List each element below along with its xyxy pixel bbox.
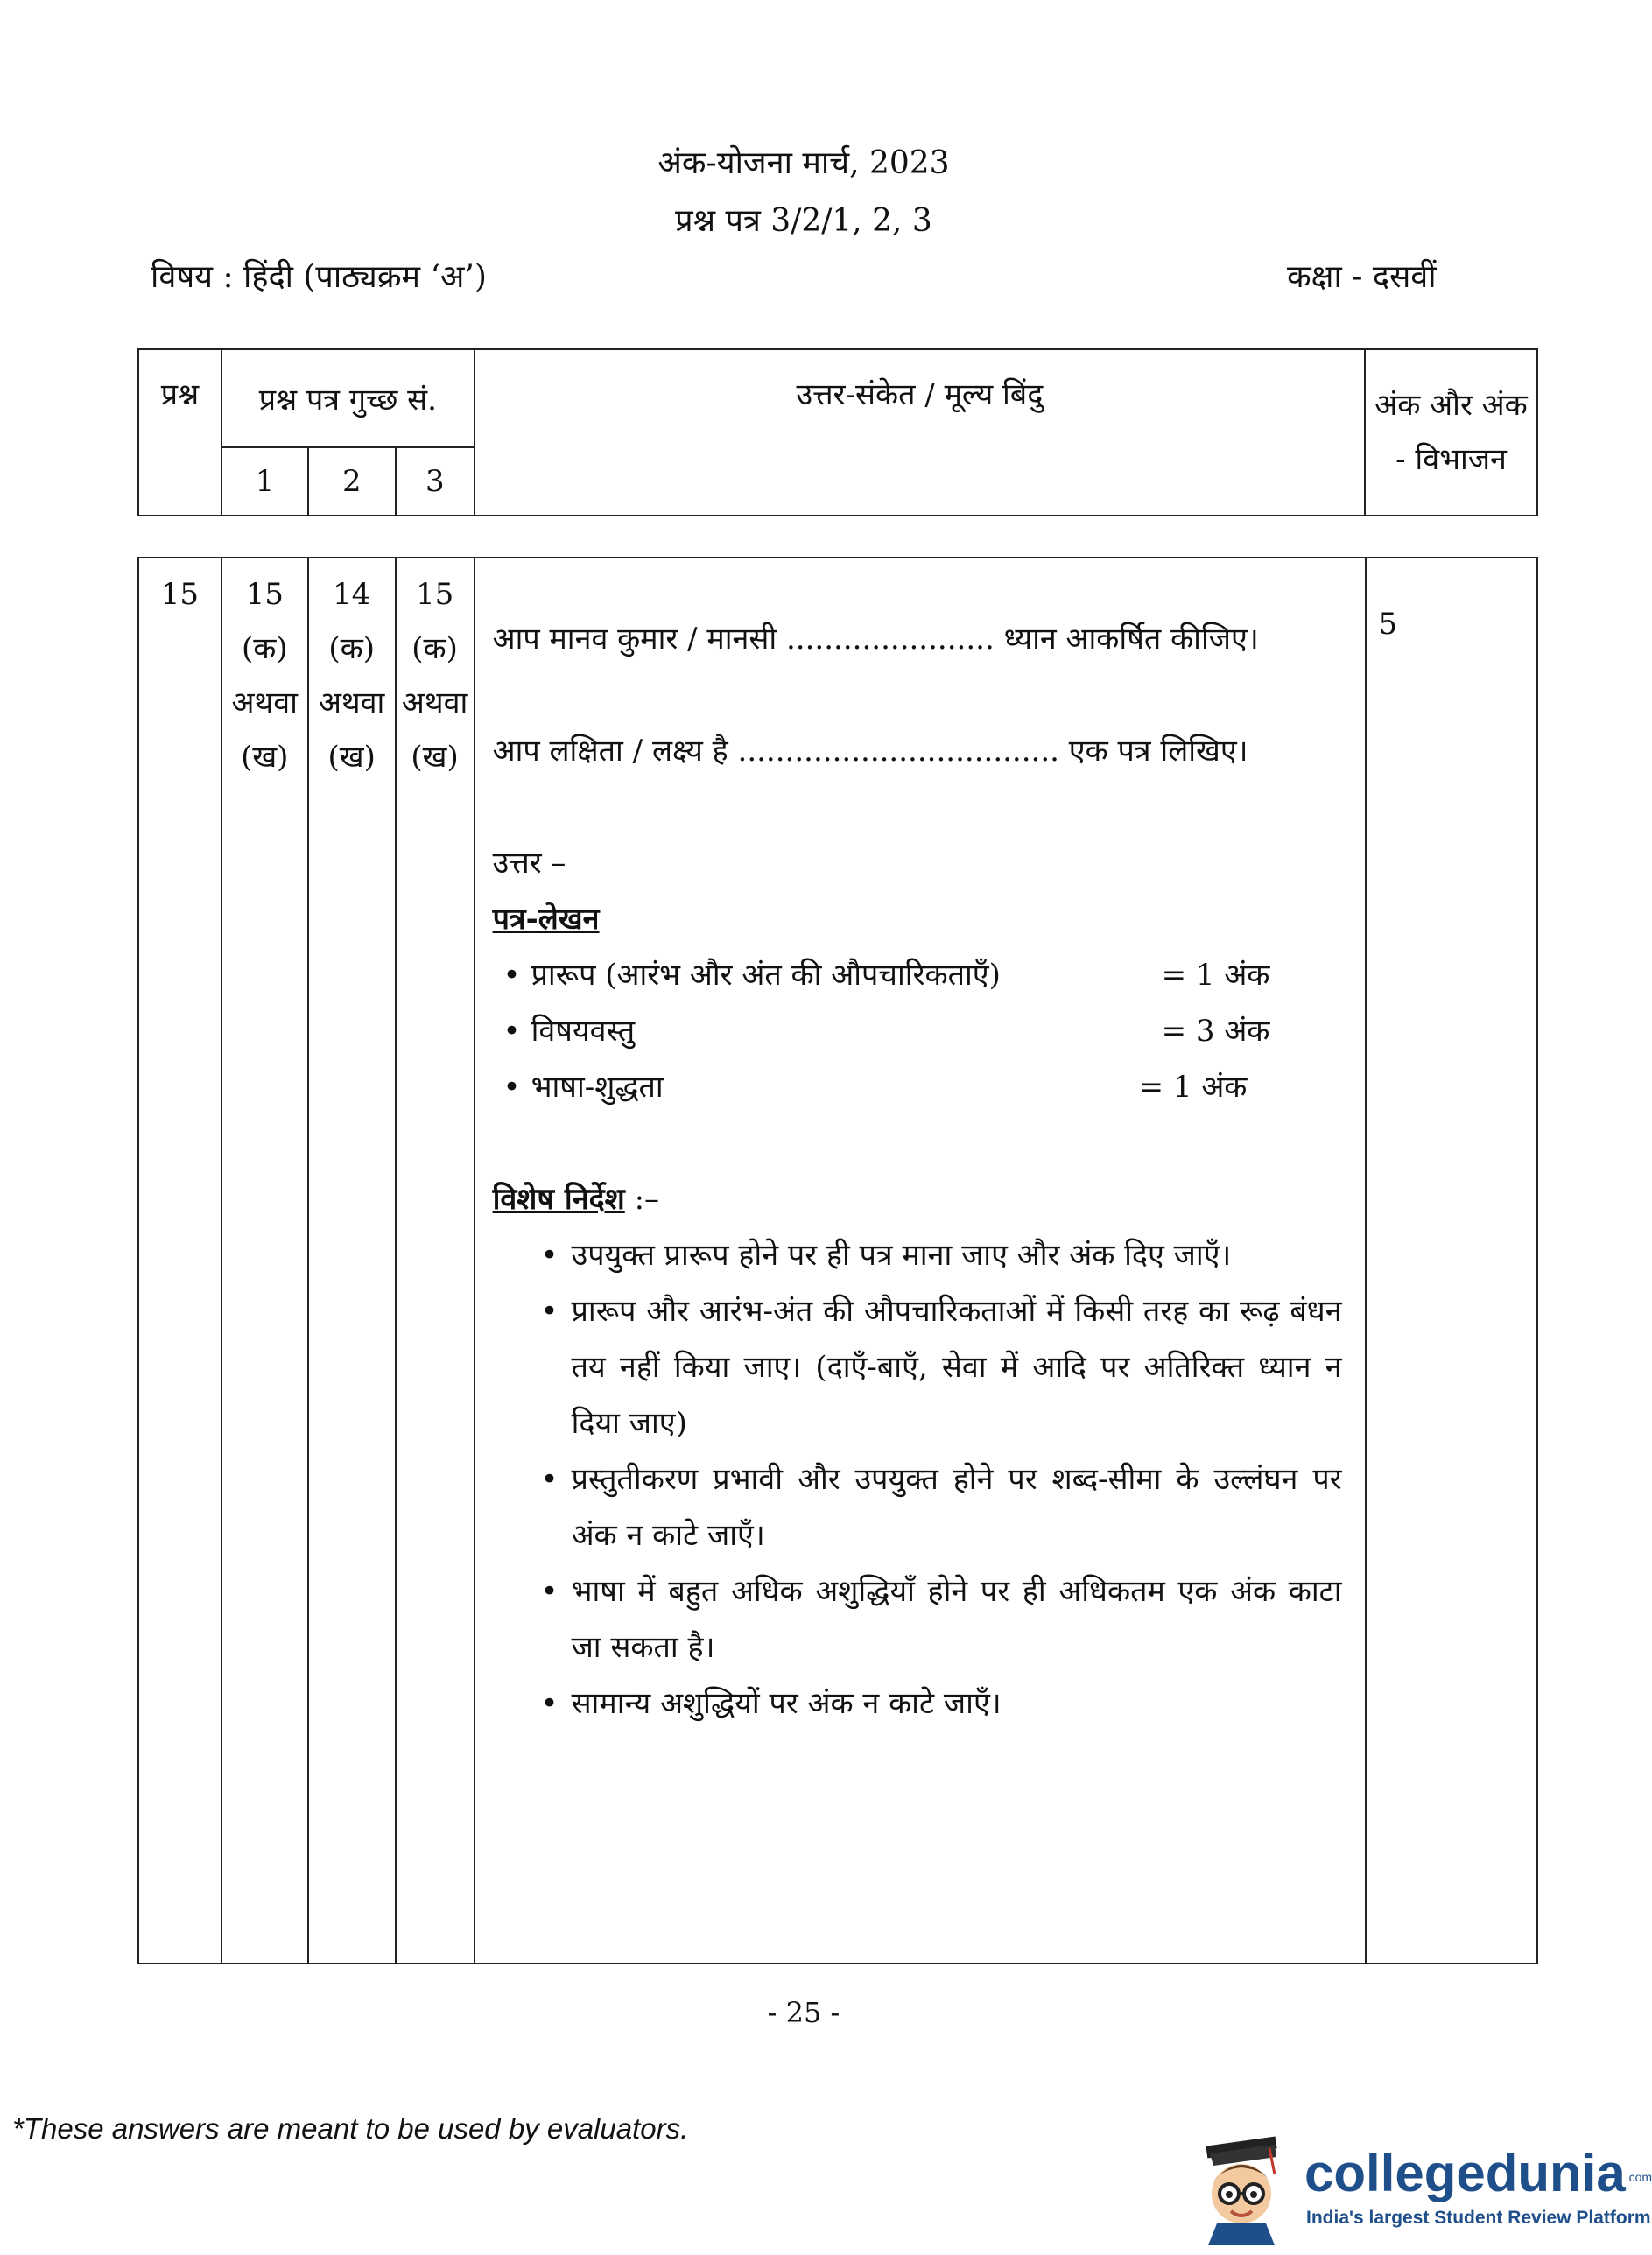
note-item: • उपयुक्त प्रारूप होने पर ही पत्र माना जाए और अंक दिए जाएँ।	[540, 1238, 1232, 1273]
note-item: • सामान्य अशुद्धियों पर अंक न काटे जाएँ।	[540, 1686, 1002, 1721]
answer-cell	[475, 558, 1366, 1963]
section-title: पत्र-लेखन	[492, 902, 600, 937]
set-3-header: 3	[396, 447, 475, 516]
col-question-header: प्रश्न	[138, 349, 221, 516]
col-answer-header: उत्तर-संकेत / मूल्य बिंदु	[475, 349, 1365, 516]
marks-cell: 5	[1366, 558, 1537, 1963]
class-label: कक्षा - दसवीं	[1287, 259, 1437, 295]
brand-tagline: India's largest Student Review Platform	[1306, 2208, 1651, 2228]
page-number: - 25 -	[767, 1996, 840, 2029]
notes-heading: विशेष निर्देश :–	[492, 1182, 660, 1217]
brand-logo[interactable]	[1191, 2136, 1652, 2245]
note-item: • भाषा में बहुत अधिक अशुद्धियाँ होने पर ही अधिकतम एक अंक काटा जा सकता है।	[540, 1574, 1342, 1665]
brand-name: collegedunia.com	[1304, 2144, 1652, 2202]
marks-item: • भाषा-शुद्धता = 1 अंक	[503, 1070, 1248, 1105]
marks-item: • विषयवस्तु = 3 अंक	[503, 1014, 1270, 1049]
col-set-header: प्रश्न पत्र गुच्छ सं.	[221, 349, 475, 447]
answer-label: उत्तर –	[492, 846, 566, 881]
marks-item: • प्रारूप (आरंभ और अंत की औपचारिकताएँ) = 1 अंक	[503, 958, 1270, 993]
note-item: • प्रारूप और आरंभ-अंत की औपचारिकताओं में किसी तरह का रूढ़ बंधन तय नहीं किया जाए। (दाएँ-बाएँ, सेवा में आदि पर अतिरिक्त ध्यान न दिया जाए)	[540, 1294, 1342, 1441]
option-b-text: आप लक्षिता / लक्ष्य है .................................. एक पत्र लिखिए।	[492, 734, 1248, 769]
table-header	[137, 348, 1538, 516]
col-marks-header: अंक और अंक - विभाजन	[1365, 349, 1537, 516]
document-title: अंक-योजना मार्च, 2023	[657, 145, 950, 181]
set-1-header: 1	[221, 447, 308, 516]
evaluator-note: *These answers are meant to be used by evaluators.	[12, 2112, 689, 2145]
set-2-cell: 14 (क) अथवा (ख)	[308, 558, 396, 1963]
set-3-cell: 15 (क) अथवा (ख)	[396, 558, 475, 1963]
notes-list	[528, 1227, 1347, 1732]
question-number: 15	[138, 558, 221, 1963]
set-1-cell: 15 (क) अथवा (ख)	[221, 558, 308, 1963]
student-mascot-icon	[1191, 2136, 1296, 2245]
option-a-text: आप मानव कुमार / मानसी ...................... ध्यान आकर्षित कीजिए।	[492, 622, 1259, 657]
answer-table	[137, 557, 1538, 1964]
set-2-header: 2	[308, 447, 396, 516]
note-item: • प्रस्तुतीकरण प्रभावी और उपयुक्त होने पर शब्द-सीमा के उल्लंघन पर अंक न काटे जाएँ।	[540, 1462, 1342, 1553]
paper-code: प्रश्न पत्र 3/2/1, 2, 3	[675, 203, 932, 239]
subject-label: विषय : हिंदी (पाठ्यक्रम ‘अ’)	[151, 259, 487, 295]
